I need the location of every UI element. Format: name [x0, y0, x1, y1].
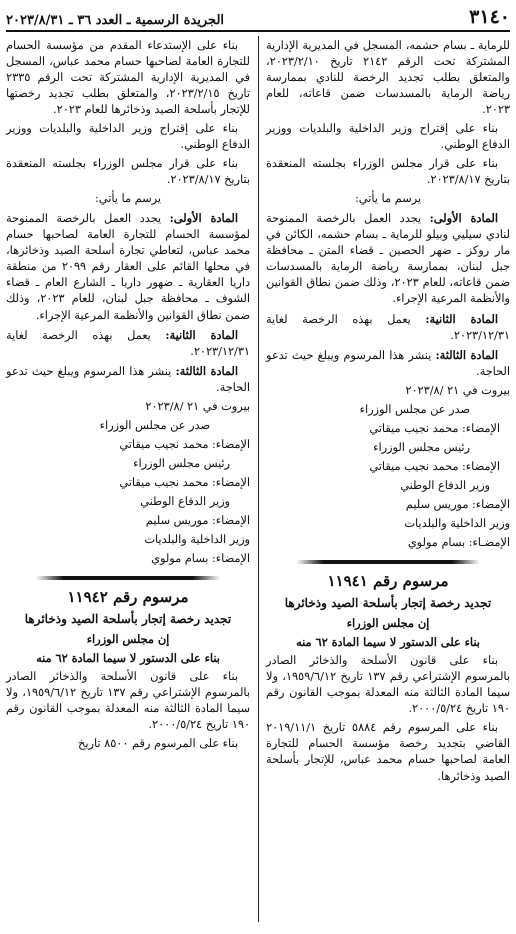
article-text: ينشر هذا المرسوم ويبلغ حيث تدعو الحاجة.	[266, 348, 510, 378]
signature-line: الإمضاء: بسام مولوي	[151, 551, 250, 565]
section-separator	[296, 559, 480, 565]
signer-title: وزير الداخلية والبلديات	[404, 516, 510, 530]
article-text: يعمل بهذه الرخصة لغاية ٢٠٢٣/١٢/٣١.	[6, 328, 250, 358]
signature-line: الإمضاء: موريس سليم	[405, 497, 510, 511]
signer-title: وزير الدفاع الوطني	[140, 494, 230, 508]
council-line: إن مجلس الوزراء	[346, 616, 430, 631]
signer-title: رئيس مجلس الوزراء	[373, 440, 470, 454]
page-header	[6, 6, 510, 32]
constitution-line: بناء على الدستور لا سيما المادة ٦٢ منه	[296, 635, 480, 650]
law-paragraph: بناء على قانون الأسلحة والذخائر الصادر بالمرسوم الإشتراعي رقم ١٣٧ تاريخ ١٩٥٩/٦/١٢، ولا سيما المادة الثالثة منه المعدلة بموجب القانون رقم ١٩٠ تاريخ ٢٠٠٠/٥/٢٤.	[6, 670, 250, 732]
decrees-line: يرسم ما يأتي:	[355, 192, 421, 206]
decision-paragraph: بناء على قرار مجلس الوزراء بجلسته المنعقدة بتاريخ ٢٠٢٣/٨/١٧.	[6, 157, 250, 187]
article-text: يجدد العمل بالرخصة الممنوحة لنادي سيليي وبيلو للرماية ـ بسام حشمه، الكائن في مار روكز ـ ضهر الحصين ـ قضاء المتن ـ محافظة جبل لبنان، بممارسة رياضة الرماية بالمسدسات ضمن قاعاته، للعام ٢٠٢٣، وذلك ضمن نطاق القوانين والأنظمة المرعية الإجراء.	[266, 212, 511, 306]
decree-paragraph: بناء على المرسوم رقم ٥٨٨٤ تاريخ ٢٠١٩/١١/١ القاضي بتجديد رخصة مؤسسة الحسام للتجارة العامة لصاحبها حسام محمد عباس، للإتجار بأسلحة الصيد وذخائرها.	[266, 721, 510, 783]
article-label: المادة الثالثة:	[175, 363, 238, 378]
decision-paragraph: بناء على قرار مجلس الوزراء بجلسته المنعقدة بتاريخ ٢٠٢٣/٨/١٧.	[266, 157, 510, 187]
article-2	[6, 327, 250, 360]
date-line: بيروت في ٢١ /٢٠٢٣/٨	[405, 383, 510, 397]
proposal-paragraph: بناء على إقتراح وزير الداخلية والبلديات ووزير الدفاع الوطني.	[266, 122, 510, 152]
signature-line: الإمضاء: محمد نجيب ميقاتي	[369, 459, 500, 473]
date-line: بيروت في ٢١ /٢٠٢٣/٨	[145, 399, 250, 413]
issued-line: صدر عن مجلس الوزراء	[99, 418, 210, 432]
intro-paragraph: للرماية ـ بسام حشمه، المسجل في المديرية الإدارية المشتركة تحت الرقم ٢١٤٢ تاريخ ٢٠٢٣/٢/١٠، والمتعلق بطلب تجديد الرخصة للنادي بممارسة رياضة الرماية بالمسدسات ضمن قاعاته، للعام ٢٠٢٣.	[266, 39, 510, 117]
decree-number: مرسوم رقم ١١٩٤١	[327, 571, 449, 590]
proposal-paragraph: بناء على إقتراح وزير الداخلية والبلديات ووزير الدفاع الوطني.	[6, 122, 250, 152]
article-label: المادة الأولى:	[429, 211, 498, 226]
signer-title: رئيس مجلس الوزراء	[133, 456, 230, 470]
section-separator	[36, 575, 220, 581]
column-divider	[258, 36, 259, 922]
decree-number: مرسوم رقم ١١٩٤٢	[67, 587, 189, 606]
signature-line: الإمضاء: محمد نجيب ميقاتي	[119, 437, 250, 451]
decree-paragraph: بناء على المرسوم رقم ٨٥٠٠ تاريخ	[78, 737, 238, 751]
article-text: يعمل بهذه الرخصة لغاية ٢٠٢٣/١٢/٣١.	[266, 312, 510, 342]
decrees-line: يرسم ما يأتي:	[95, 192, 161, 206]
signature-line: الإمضاء: محمد نجيب ميقاتي	[369, 421, 500, 435]
article-1	[266, 210, 510, 307]
article-label: المادة الثانية:	[165, 327, 239, 342]
issued-line: صدر عن مجلس الوزراء	[359, 402, 470, 416]
article-text: يجدد العمل بالرخصة الممنوحة لمؤسسة الحسام للتجارة العامة لصاحبها حسام محمد عباس، لتعاطي تجارة أسلحة الصيد وذخائرها، في محلها القائم على العقار رقم ٢٠٩٩ من منطقة داريا العقارية ـ ضهور داريا ـ الشارع العام ـ قضاء الشوف ـ محافظة جبل لبنان، للعام ٢٠٢٣، وذلك ضمن نطاق القوانين والأنظمة المرعية الإجراء.	[6, 212, 250, 322]
decree-title: تجديد رخصة إتجار بأسلحة الصيد وذخائرها	[24, 612, 232, 627]
intro-paragraph: بناء على الإستدعاء المقدم من مؤسسة الحسام للتجارة العامة لصاحبها حسام محمد عباس، المسجل في المديرية الإدارية المشتركة تحت الرقم ٢٣٣٥ تاريخ ٢٠٢٣/٢/١٥، والمتعلق بطلب تجديد رخصتها للإتجار بأسلحة الصيد وذخائرها للعام ٢٠٢٣.	[6, 39, 250, 117]
gazette-title: الجريدة الرسمية ـ العدد ٣٦ ـ ٢٠٢٣/٨/٣١	[6, 13, 225, 28]
left-column	[6, 38, 250, 755]
decree-title: تجديد رخصة إتجار بأسلحة الصيد وذخائرها	[284, 596, 492, 611]
article-3	[266, 347, 510, 380]
article-label: المادة الثالثة:	[435, 347, 498, 362]
article-label: المادة الأولى:	[169, 211, 238, 226]
article-label: المادة الثانية:	[425, 311, 499, 326]
council-line: إن مجلس الوزراء	[86, 632, 170, 647]
constitution-line: بناء على الدستور لا سيما المادة ٦٢ منه	[36, 651, 220, 666]
article-3	[6, 363, 250, 396]
page-number: ٣١٤٠	[469, 6, 510, 28]
signature-line: الإمضاء: موريس سليم	[145, 513, 250, 527]
signer-title: وزير الداخلية والبلديات	[144, 532, 250, 546]
signer-title: وزير الدفاع الوطني	[400, 478, 490, 492]
law-paragraph: بناء على قانون الأسلحة والذخائر الصادر بالمرسوم الإشتراعي رقم ١٣٧ تاريخ ١٩٥٩/٦/١٢، ولا سيما المادة الثالثة منه المعدلة بموجب القانون رقم ١٩٠ تاريخ ٢٠٠٠/٥/٢٤.	[266, 654, 510, 716]
article-2	[266, 311, 510, 344]
right-column	[266, 38, 510, 788]
article-text: ينشر هذا المرسوم ويبلغ حيث تدعو الحاجة.	[6, 364, 250, 394]
article-1	[6, 210, 250, 323]
signature-line: الإمضاء: محمد نجيب ميقاتي	[119, 475, 250, 489]
signature-line: الإمضـاء: بسام مولوي	[407, 535, 510, 549]
